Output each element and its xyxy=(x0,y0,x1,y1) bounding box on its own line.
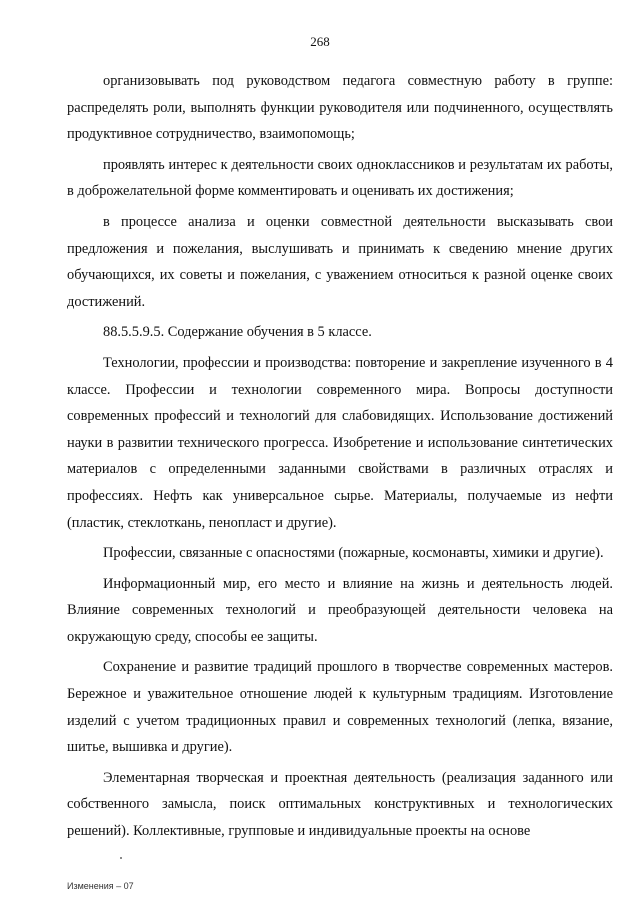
paragraph-technologies: Технологии, профессии и производства: повторение и закрепление изученного в 4 классе. Профессии и технологии современного мира. Вопросы доступности современных профессий и технологий для слабовидящих. Использование достижений науки в развитии технического прогресса. Изобретение и использование синтетических материалов с определенными заданными свойствами в различных отраслях и профессиях. Нефть как универсальное сырье. Материалы, получаемые из нефти (пластик, стеклоткань, пенопласт и другие). xyxy=(67,354,613,531)
page-footer: Изменения – 07 xyxy=(67,881,134,891)
document-body xyxy=(67,68,613,849)
paragraph-project-activity: Элементарная творческая и проектная деятельность (реализация заданного или собственного замысла, поиск оптимальных конструктивных и технологических решений). Коллективные, групповые и индивидуальные проекты на основе xyxy=(67,769,613,840)
paragraph-professions: Профессии, связанные с опасностями (пожарные, космонавты, химики и другие). xyxy=(103,545,604,562)
paragraph-traditions: Сохранение и развитие традиций прошлого в творчестве современных мастеров. Бережное и уважительное отношение людей к культурным традициям. Изготовление изделий с учетом традиционных правил и современных технологий (лепка, вязание, шитье, вышивка и другие). xyxy=(67,659,613,756)
paragraph-group-work: организовывать под руководством педагога совместную работу в группе: распределять роли, выполнять функции руководителя или подчиненного, осуществлять продуктивное сотрудничество, взаимопомощь; xyxy=(67,73,613,143)
paragraph-analysis: в процессе анализа и оценки совместной деятельности высказывать свои предложения и пожелания, выслушивать и принимать к сведению мнение других обучающихся, их советы и пожелания, с уважением относиться к разной оценке своих достижений. xyxy=(67,213,613,310)
paragraph-information-world: Информационный мир, его место и влияние на жизнь и деятельность людей. Влияние современных технологий и преобразующей деятельности человека на окружающую среду, способы ее защиты. xyxy=(67,575,613,645)
scan-artifact xyxy=(120,857,122,859)
page-number: 268 xyxy=(310,34,330,49)
section-heading: 88.5.5.9.5. Содержание обучения в 5 классе. xyxy=(103,324,372,341)
paragraph-interest: проявлять интерес к деятельности своих одноклассников и результатам их работы, в доброжелательной форме комментировать и оценивать их достижения; xyxy=(67,156,613,200)
